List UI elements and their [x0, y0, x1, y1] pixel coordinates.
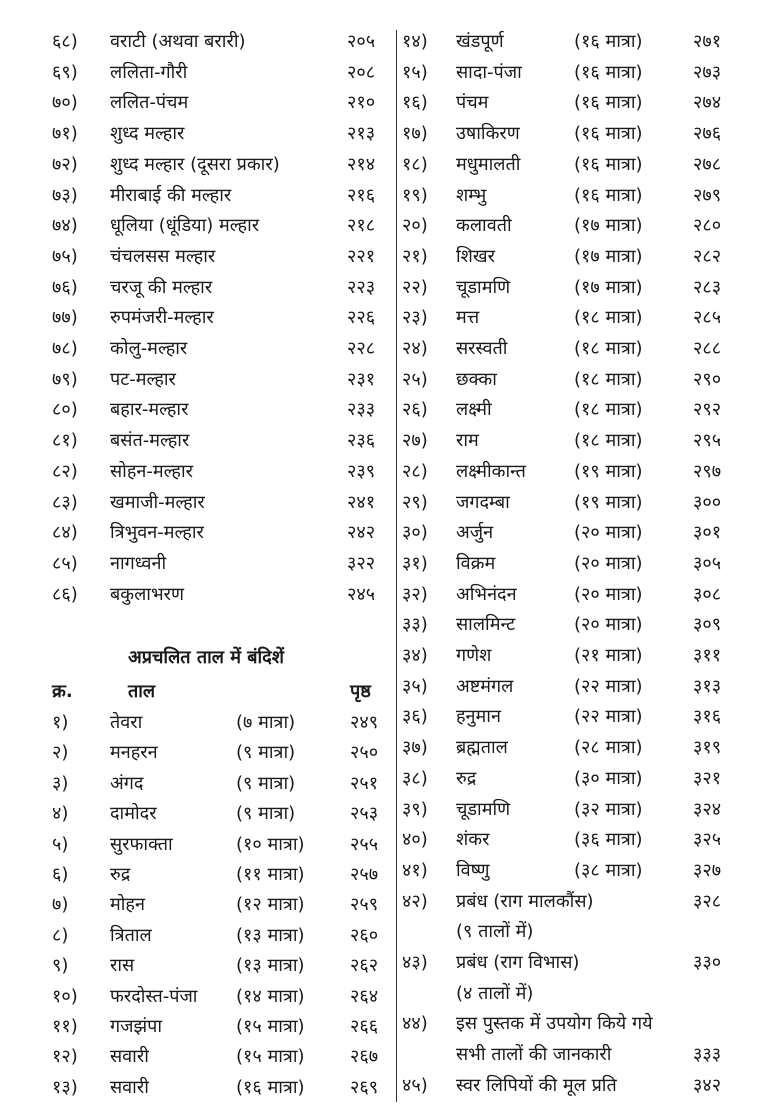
- entry-name: वराटी (अथवा बरारी): [110, 31, 246, 52]
- entry-name: राम: [456, 430, 479, 452]
- entry-page: २८०: [693, 215, 722, 237]
- header-taal: ताल: [128, 681, 156, 702]
- toc-entry[interactable]: [0, 798, 780, 822]
- entry-matra: (२० मात्रा): [574, 552, 643, 574]
- entry-page: २६९: [350, 1076, 379, 1098]
- entry-page: ३२५: [693, 829, 722, 851]
- toc-entry[interactable]: [0, 552, 780, 576]
- entry-page: ३२२: [347, 552, 376, 574]
- entry-num: २५): [402, 368, 428, 390]
- entry-name: बसंत-मल्हार: [110, 430, 190, 452]
- entry-page: ३०९: [693, 614, 722, 636]
- entry-num: ६): [52, 864, 69, 885]
- entry-name: त्रिभुवन-मल्हार: [110, 522, 204, 544]
- entry-page: २९२: [693, 399, 722, 421]
- entry-name: जगदम्बा: [456, 491, 510, 513]
- toc-entry[interactable]: [0, 890, 780, 914]
- entry-matra: (११ मात्रा): [236, 864, 305, 885]
- entry-num: ८३): [52, 491, 78, 513]
- entry-num: ७२): [52, 153, 78, 175]
- entry-name: शम्भु: [456, 184, 487, 206]
- entry-name: लक्ष्मीकान्त: [456, 460, 526, 482]
- entry-page: २१८: [347, 215, 376, 237]
- toc-entry[interactable]: [0, 153, 780, 177]
- entry-num: १०): [52, 985, 78, 1007]
- entry-name: कोलु-मल्हार: [110, 338, 188, 359]
- entry-num: १): [52, 712, 69, 733]
- entry-page: २१०: [347, 92, 376, 114]
- entry-matra: (१९ मात्रा): [574, 491, 643, 513]
- entry-page: ३२८: [693, 890, 722, 912]
- entry-name: मधुमालती: [456, 153, 521, 175]
- entry-page: २४५: [347, 583, 376, 605]
- entry-page: २०८: [347, 61, 376, 83]
- entry-matra: (१६ मात्रा): [574, 61, 643, 83]
- entry-name: स्वर लिपियों की मूल प्रति: [456, 1074, 617, 1096]
- entry-page: २४९: [350, 712, 379, 733]
- entry-page: २७८: [693, 153, 722, 175]
- toc-entry[interactable]: [0, 583, 780, 607]
- entry-name: चूडामणि: [456, 798, 511, 820]
- entry-name: बहार-मल्हार: [110, 399, 189, 421]
- entry-num: ३५): [402, 675, 428, 697]
- toc-entry[interactable]: [0, 61, 780, 85]
- toc-entry[interactable]: [0, 91, 780, 115]
- entry-matra: (१६ मात्रा): [574, 153, 643, 175]
- entry-num: ८५): [52, 552, 78, 574]
- entry-num: ७९): [52, 368, 78, 390]
- entry-matra: (१९ मात्रा): [574, 460, 643, 482]
- entry-matra: (२८ मात्रा): [574, 737, 643, 759]
- entry-page: २७१: [693, 31, 722, 52]
- entry-matra: (९ मात्रा): [236, 742, 296, 764]
- entry-page: ३१३: [693, 675, 722, 697]
- entry-page: २६०: [350, 924, 379, 946]
- entry-page: ३१६: [693, 706, 722, 728]
- entry-name: रास: [110, 955, 135, 977]
- header-num: क्र.: [52, 681, 73, 702]
- entry-page: २१४: [347, 153, 376, 175]
- entry-page: २२३: [347, 276, 376, 298]
- entry-num: ७४): [52, 215, 78, 237]
- toc-entry[interactable]: [0, 828, 780, 852]
- entry-num: ७१): [52, 123, 78, 145]
- toc-entry[interactable]: [0, 398, 780, 422]
- entry-num: ७७): [52, 307, 78, 329]
- entry-name: अष्टमंगल: [456, 675, 514, 697]
- toc-entry[interactable]: [0, 276, 780, 300]
- entry-page: २४१: [347, 491, 376, 513]
- entry-name: सुरफाक्ता: [110, 833, 173, 855]
- entry-matra: (१७ मात्रा): [574, 276, 643, 298]
- entry-num: ८०): [52, 399, 78, 421]
- entry-matra: (१४ मात्रा): [236, 985, 305, 1007]
- entry-num: ४५): [402, 1074, 428, 1096]
- entry-page: २८३: [693, 276, 722, 298]
- entry-num: ३९): [402, 798, 428, 820]
- toc-entry[interactable]: [0, 644, 780, 668]
- entry-matra: (३६ मात्रा): [574, 829, 643, 851]
- toc-entry[interactable]: [0, 521, 780, 545]
- entry-matra: (१३ मात्रा): [236, 955, 305, 977]
- entry-matra: (९ मात्रा): [236, 772, 296, 794]
- entry-num: ७०): [52, 92, 78, 114]
- entry-page: २२६: [347, 307, 376, 329]
- entry-matra: (१८ मात्रा): [574, 368, 643, 390]
- entry-num: ३७): [402, 737, 428, 759]
- entry-name: ब्रह्मताल: [456, 737, 508, 759]
- entry-page: ३४२: [693, 1074, 722, 1096]
- toc-entry[interactable]: [0, 613, 780, 637]
- entry-num: ६८): [52, 31, 78, 52]
- entry-page: २९५: [693, 430, 722, 452]
- entry-name: सोहन-मल्हार: [110, 460, 193, 482]
- entry-name: सादा-पंजा: [456, 61, 522, 83]
- toc-entry[interactable]: [0, 122, 780, 146]
- entry-name: चरजू की मल्हार: [110, 276, 213, 298]
- toc-entry[interactable]: [0, 920, 780, 944]
- entry-num: २२): [402, 276, 428, 298]
- entry-name: चंचलसस मल्हार: [110, 245, 216, 267]
- entry-page: २१३: [347, 123, 376, 145]
- entry-num: ८१): [52, 430, 78, 452]
- entry-page: २३९: [347, 460, 376, 482]
- entry-matra: (३२ मात्रा): [574, 798, 643, 820]
- toc-entry[interactable]: [0, 982, 780, 1006]
- entry-name: रुद्र: [110, 864, 131, 885]
- entry-num: २१): [402, 245, 428, 267]
- entry-page: २८८: [693, 338, 722, 359]
- entry-page: २६७: [350, 1046, 379, 1068]
- toc-entry[interactable]: [0, 1043, 780, 1067]
- entry-name: उषाकिरण: [456, 123, 520, 145]
- entry-num: ३६): [402, 706, 428, 728]
- entry-name: इस पुस्तक में उपयोग किये गये: [456, 1013, 653, 1035]
- entry-name: मनहरन: [110, 742, 158, 764]
- toc-entry[interactable]: [0, 951, 780, 975]
- entry-matra: (१२ मात्रा): [236, 894, 305, 916]
- entry-name: दामोदर: [110, 803, 157, 825]
- entry-num: २३): [402, 307, 428, 329]
- toc-entry[interactable]: [0, 705, 780, 729]
- entry-matra: (३० मात्रा): [574, 767, 643, 789]
- entry-name: सरस्वती: [456, 338, 508, 359]
- entry-name: अंगद: [110, 772, 144, 794]
- entry-matra: (१६ मात्रा): [574, 92, 643, 114]
- entry-name: विष्णु: [456, 859, 490, 881]
- entry-name: पंचम: [456, 92, 489, 114]
- entry-num: २०): [402, 215, 428, 237]
- entry-matra: (२० मात्रा): [574, 522, 643, 544]
- entry-matra: (२२ मात्रा): [574, 706, 643, 728]
- entry-num: ४२): [402, 890, 428, 912]
- entry-page: ३०५: [693, 552, 722, 574]
- entry-matra: (१५ मात्रा): [236, 1016, 305, 1037]
- entry-num: ३८): [402, 767, 428, 789]
- entry-num: ४): [52, 803, 69, 825]
- entry-page: २७३: [693, 61, 722, 83]
- entry-num: ४३): [402, 952, 428, 973]
- entry-page: २३१: [347, 368, 376, 390]
- entry-name: मीराबाई की मल्हार: [110, 184, 232, 206]
- entry-num: १३): [52, 1076, 78, 1098]
- entry-page: ३१९: [693, 737, 722, 759]
- entry-num: ८६): [52, 583, 78, 605]
- entry-name: रुद्र: [456, 767, 477, 789]
- entry-matra: (२० मात्रा): [574, 583, 643, 605]
- toc-entry[interactable]: [0, 184, 780, 208]
- entry-num: ७५): [52, 245, 78, 267]
- toc-entry[interactable]: [0, 859, 780, 883]
- entry-num: ३३): [402, 614, 428, 636]
- entry-page: २२१: [347, 245, 376, 267]
- toc-entry[interactable]: [0, 30, 780, 54]
- entry-num: ११): [52, 1016, 78, 1037]
- entry-num: २९): [402, 491, 428, 513]
- entry-name: ललिता-गौरी: [110, 61, 188, 83]
- entry-num: ४१): [402, 859, 428, 881]
- toc-entry[interactable]: [0, 306, 780, 330]
- entry-num: ५): [52, 833, 69, 855]
- toc-entry[interactable]: [0, 491, 780, 515]
- entry-num: २८): [402, 460, 428, 482]
- entry-num: १४): [402, 31, 428, 52]
- entry-name: हनुमान: [456, 706, 501, 728]
- entry-num: ३२): [402, 583, 428, 605]
- entry-name: सवारी: [110, 1076, 149, 1098]
- entry-num: ८४): [52, 522, 78, 544]
- entry-page: २५७: [350, 864, 379, 885]
- entry-num: ३४): [402, 645, 428, 666]
- entry-page: २३३: [347, 399, 376, 421]
- entry-matra: (१६ मात्रा): [236, 1076, 305, 1098]
- entry-name: विक्रम: [456, 552, 496, 574]
- entry-name: फरदोस्त-पंजा: [110, 985, 198, 1007]
- entry-matra: (१८ मात्रा): [574, 430, 643, 452]
- entry-num: १९): [402, 184, 428, 206]
- entry-page: २५१: [350, 772, 379, 794]
- entry-num: ७): [52, 894, 69, 916]
- toc-entry[interactable]: [0, 1012, 780, 1036]
- entry-page: २२८: [347, 338, 376, 359]
- entry-matra: (१७ मात्रा): [574, 215, 643, 237]
- entry-matra: (९ मात्रा): [236, 803, 296, 825]
- entry-name: तेवरा: [110, 712, 143, 733]
- entry-page: ३००: [693, 491, 722, 513]
- entry-num: ६९): [52, 61, 78, 83]
- entry-num: १७): [402, 123, 428, 145]
- entry-matra: (१६ मात्रा): [574, 184, 643, 206]
- entry-name: (९ तालों में): [456, 921, 534, 943]
- entry-page: ३२७: [693, 859, 722, 881]
- entry-name: बकुलाभरण: [110, 583, 184, 605]
- entry-num: ८२): [52, 460, 78, 482]
- entry-num: १८): [402, 153, 428, 175]
- entry-page: २३६: [347, 430, 376, 452]
- entry-name: पट-मल्हार: [110, 368, 176, 390]
- entry-num: १५): [402, 61, 428, 83]
- entry-page: २०५: [347, 31, 376, 52]
- entry-name: मोहन: [110, 894, 145, 916]
- entry-name: शंकर: [456, 829, 490, 851]
- entry-name: नागध्वनी: [110, 552, 167, 574]
- toc-entry[interactable]: [0, 245, 780, 269]
- entry-name: ललित-पंचम: [110, 92, 189, 114]
- entry-matra: (१८ मात्रा): [574, 307, 643, 329]
- entry-page: २५३: [350, 803, 379, 825]
- entry-name: गजझंपा: [110, 1016, 162, 1037]
- entry-matra: (२१ मात्रा): [574, 645, 643, 666]
- entry-name: प्रबंध (राग मालकौंस): [456, 890, 594, 912]
- entry-name: खमाजी-मल्हार: [110, 491, 205, 513]
- entry-matra: (१५ मात्रा): [236, 1046, 305, 1068]
- entry-page: ३०८: [693, 583, 722, 605]
- entry-page: २७९: [693, 184, 722, 206]
- entry-matra: (१७ मात्रा): [574, 245, 643, 267]
- entry-page: २६६: [350, 1016, 379, 1037]
- entry-page: २९०: [693, 368, 722, 390]
- entry-num: ७८): [52, 338, 78, 359]
- entry-name: लक्ष्मी: [456, 399, 492, 421]
- entry-page: ३०१: [693, 522, 722, 544]
- entry-page: ३३०: [693, 952, 722, 973]
- entry-num: ७६): [52, 276, 78, 298]
- entry-matra: (१६ मात्रा): [574, 123, 643, 145]
- entry-name: सालमिन्ट: [456, 614, 516, 636]
- entry-name: अभिनंदन: [456, 583, 517, 605]
- entry-name: सभी तालों की जानकारी: [456, 1044, 612, 1066]
- entry-num: १६): [402, 92, 428, 114]
- toc-entry[interactable]: [0, 460, 780, 484]
- header-page: पृष्ठ: [350, 681, 371, 702]
- entry-page: ३३३: [693, 1044, 722, 1066]
- entry-name: शुध्द मल्हार (दूसरा प्रकार): [110, 153, 280, 175]
- toc-entry[interactable]: [0, 214, 780, 238]
- entry-page: २५५: [350, 833, 379, 855]
- entry-name: कलावती: [456, 215, 512, 237]
- entry-num: ४०): [402, 829, 428, 851]
- entry-name: शुध्द मल्हार: [110, 123, 185, 145]
- entry-name: चूडामणि: [456, 276, 511, 298]
- entry-page: २४२: [347, 522, 376, 544]
- entry-name: त्रिताल: [110, 924, 152, 946]
- entry-num: ९): [52, 955, 69, 977]
- entry-page: २५९: [350, 894, 379, 916]
- entry-page: २६४: [350, 985, 379, 1007]
- entry-name: छक्का: [456, 368, 497, 390]
- entry-page: ३२१: [693, 767, 722, 789]
- entry-matra: (१८ मात्रा): [574, 399, 643, 421]
- entry-num: ७३): [52, 184, 78, 206]
- entry-page: २७४: [693, 92, 722, 114]
- entry-name: गणेश: [456, 645, 492, 666]
- entry-num: २४): [402, 338, 428, 359]
- entry-matra: (२२ मात्रा): [574, 675, 643, 697]
- entry-num: ३१): [402, 552, 428, 574]
- entry-name: खंडपूर्ण: [456, 31, 504, 52]
- entry-page: ३२४: [693, 798, 722, 820]
- toc-entry[interactable]: [0, 767, 780, 791]
- entry-page: २९७: [693, 460, 722, 482]
- entry-page: २६२: [350, 955, 379, 977]
- toc-entry[interactable]: [0, 368, 780, 392]
- entry-matra: (१८ मात्रा): [574, 338, 643, 359]
- entry-num: २): [52, 742, 69, 764]
- entry-name: सवारी: [110, 1046, 149, 1068]
- entry-num: ८): [52, 924, 69, 946]
- entry-page: २७६: [693, 123, 722, 145]
- entry-page: २५०: [350, 742, 379, 764]
- entry-name: रुपमंजरी-मल्हार: [110, 307, 214, 329]
- entry-matra: (३८ मात्रा): [574, 859, 643, 881]
- entry-name: धूलिया (धूंडिया) मल्हार: [110, 215, 260, 237]
- entry-num: २७): [402, 430, 428, 452]
- entry-num: ४४): [402, 1013, 428, 1035]
- entry-matra: (१३ मात्रा): [236, 924, 305, 946]
- entry-num: ३): [52, 772, 69, 794]
- entry-num: १२): [52, 1046, 78, 1068]
- entry-matra: (७ मात्रा): [236, 712, 296, 733]
- entry-name: (४ तालों में): [456, 982, 534, 1004]
- toc-entry[interactable]: [0, 736, 780, 760]
- entry-num: ३०): [402, 522, 428, 544]
- entry-name: प्रबंध (राग विभास): [456, 952, 580, 973]
- entry-page: ३११: [693, 645, 722, 666]
- entry-matra: (२० मात्रा): [574, 614, 643, 636]
- entry-num: २६): [402, 399, 428, 421]
- entry-name: अर्जुन: [456, 522, 494, 544]
- toc-entry[interactable]: [0, 1074, 780, 1098]
- entry-page: २८२: [693, 245, 722, 267]
- entry-name: शिखर: [456, 245, 495, 267]
- entry-matra: (१६ मात्रा): [574, 31, 643, 52]
- entry-page: २१६: [347, 184, 376, 206]
- toc-entry[interactable]: [0, 675, 780, 699]
- toc-entry[interactable]: [0, 337, 780, 361]
- entry-name: मत्त: [456, 307, 480, 329]
- toc-entry[interactable]: [0, 429, 780, 453]
- section-heading: अप्रचलित ताल में बंदिशें: [128, 647, 284, 668]
- entry-matra: (१० मात्रा): [236, 833, 305, 855]
- entry-page: २८५: [693, 307, 722, 329]
